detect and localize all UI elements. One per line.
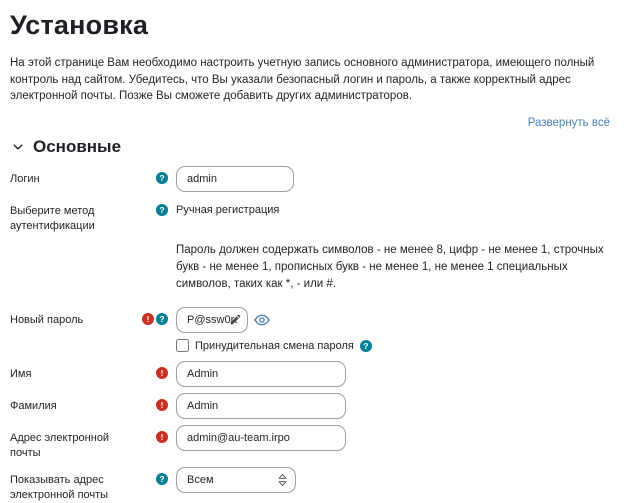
login-label: Логин	[10, 173, 40, 186]
login-input[interactable]	[176, 166, 294, 192]
section-title: Основные	[33, 137, 122, 157]
help-icon[interactable]: ?	[156, 204, 168, 216]
email-display-select[interactable]	[176, 467, 296, 493]
page-title: Установка	[10, 10, 149, 40]
email-input[interactable]	[176, 425, 346, 451]
password-reveal-eye-icon[interactable]	[254, 312, 270, 328]
email-display-label: Показывать адрес электронной почты	[10, 474, 109, 501]
row-email	[10, 425, 614, 461]
edit-pencil-icon[interactable]	[229, 313, 242, 326]
auth-method-label: Выберите метод аутентификации	[10, 205, 95, 232]
expand-all-row	[10, 113, 610, 131]
row-lastname	[10, 393, 614, 419]
lastname-label: Фамилия	[10, 400, 57, 413]
section-header-general[interactable]	[12, 137, 614, 157]
select-updown-icon	[278, 474, 287, 486]
help-icon[interactable]: ?	[156, 473, 168, 485]
force-password-change-checkbox[interactable]	[176, 339, 189, 352]
row-firstname	[10, 361, 614, 387]
required-icon: !	[142, 313, 154, 325]
row-password-policy	[10, 240, 614, 302]
chevron-down-icon	[12, 141, 24, 153]
help-icon[interactable]: ?	[156, 172, 168, 184]
email-label: Адрес электронной почты	[10, 432, 110, 460]
row-force-password-change	[176, 339, 614, 352]
lastname-input[interactable]	[176, 393, 346, 419]
email-display-selected-value: Всем	[187, 474, 214, 487]
row-email-display	[10, 467, 614, 503]
password-policy-text: Пароль должен содержать символов - не менее 8, цифр - не менее 1, строчных букв - не менее 1, прописных букв - не менее 1, не менее 1 специальных символов, таких как *, - или #.	[176, 243, 604, 291]
required-icon: !	[156, 367, 168, 379]
required-icon: !	[156, 399, 168, 411]
required-icon: !	[156, 431, 168, 443]
help-icon[interactable]: ?	[360, 340, 372, 352]
force-password-change-label: Принудительная смена пароля	[195, 339, 354, 352]
help-icon[interactable]: ?	[156, 313, 168, 325]
intro-text: На этой странице Вам необходимо настроить учетную запись основного администратора, имеющего полный контроль над сайтом. Убедитесь, что Вы указали безопасный логин и пароль, а также корректный адрес электронной почты. Позже Вы сможете добавить других администраторов.	[10, 57, 595, 103]
new-password-label: Новый пароль	[10, 314, 84, 327]
auth-method-value: Ручная регистрация	[176, 204, 280, 217]
row-auth-method	[10, 198, 614, 234]
firstname-input[interactable]	[176, 361, 346, 387]
expand-all-link[interactable]: Развернуть всё	[527, 117, 610, 130]
firstname-label: Имя	[10, 368, 32, 381]
row-login	[10, 166, 614, 192]
row-new-password	[10, 307, 614, 333]
